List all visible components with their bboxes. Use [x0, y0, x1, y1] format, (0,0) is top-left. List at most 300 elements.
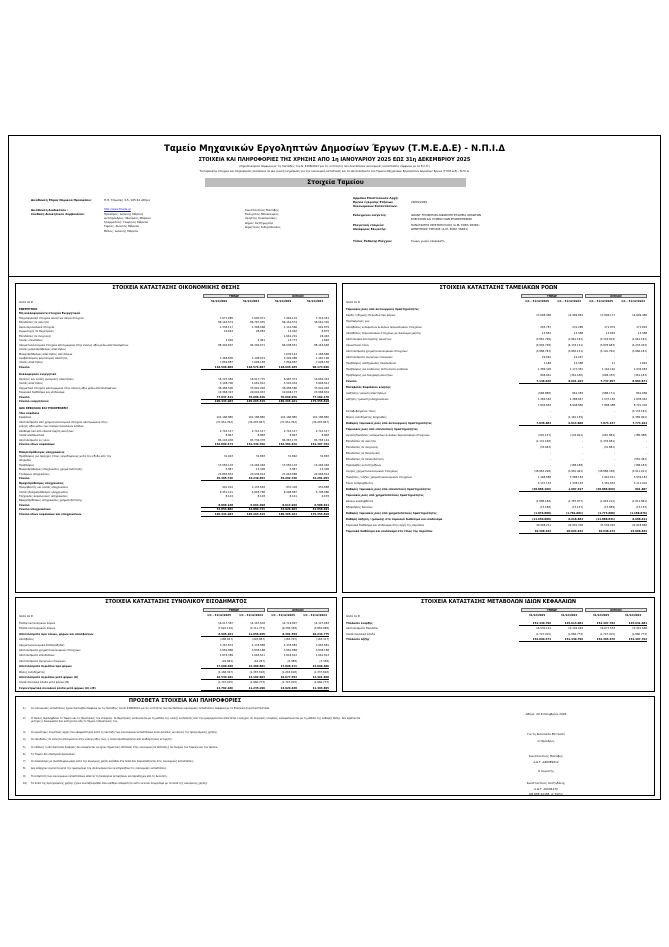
row-value: (38.888.338): [598, 470, 615, 473]
table-row: [346, 506, 649, 510]
row-label: Επενδύσεις σε συγγενείς: [346, 446, 379, 449]
row-value: 86.103.938: [218, 438, 233, 442]
board-member: Γραμματέας: Γεώργιος Μάρκου: [104, 220, 149, 225]
column-header: 1/1 - 31/12/2025: [589, 300, 613, 303]
table-row: [346, 374, 649, 378]
table-row: [346, 368, 649, 372]
row-value: (1.188.876): [615, 512, 647, 516]
row-value: 11: [611, 362, 615, 365]
row-value: -: [582, 440, 583, 443]
row-value: 33.991.928: [314, 386, 329, 390]
row-value: 118.596.869: [201, 366, 233, 370]
row-value: 13.583.103: [282, 463, 297, 467]
row-value: 7.888.488: [601, 404, 615, 407]
row-label: Αποτελέσματα επενδύσεων: [19, 654, 55, 658]
table-row: [346, 633, 649, 637]
row-value: 3.881.888: [219, 649, 233, 652]
table-row: [346, 314, 649, 318]
row-value: 20.694.933: [250, 391, 265, 395]
row-value: 8.161: [289, 495, 297, 498]
note-text: Οι επενδύσεις σε ακίνητα αποτιμώνται στην εύλογη αξία τους, η οποία προσδιορίζεται από ανεξάρτητους εκτιμητές.: [31, 738, 173, 742]
row-value: 991.879: [318, 325, 329, 329]
row-value: 86.767.935: [250, 321, 265, 325]
row-value: (6.338.338): [281, 627, 297, 631]
row-value: -: [232, 499, 233, 503]
row-value: 13.102.063: [233, 676, 265, 680]
row-value: 20.936.814: [250, 472, 265, 476]
row-value: (661.881): [602, 434, 615, 437]
note-number: 6): [23, 752, 26, 756]
row-value: 43.853.882: [201, 508, 233, 512]
column-group-header: ΤΜΕΔΕ: [203, 608, 265, 612]
row-value: (1.661.181): [631, 338, 647, 341]
row-value: -: [550, 452, 551, 455]
row-value: (1.888.188): [535, 500, 551, 503]
row-value: (1.781.881): [551, 512, 583, 516]
row-label: Αγορές χρηματοοικονομικών στοιχείων: [346, 470, 398, 473]
row-label: Ταμειακά διαθέσιμα και ισοδύναμα στην αρχή της περιόδου: [346, 524, 425, 527]
row-value: 14.167.818: [250, 622, 265, 625]
row-value: (1.787.877): [567, 500, 583, 503]
row-value: 14.929.638: [265, 687, 297, 691]
row-value: 23.968.834: [314, 391, 329, 395]
row-value: 8.987.373: [283, 377, 297, 381]
row-value: -: [614, 416, 615, 419]
row-value: 1.668: [321, 339, 329, 343]
note-number: 7): [23, 760, 26, 764]
document-subtitle: ΣΤΟΙΧΕΙΑ ΚΑΙ ΠΛΗΡΟΦΟΡΙΕΣ ΤΗΣ ΧΡΗΣΗΣ ΑΠΟ 1η ΙΑΝΟΥΑΡΙΟΥ 2025 ΕΩΣ 31η ΔΕΚΕΜΒΡΙΟΥ 2025: [198, 157, 471, 163]
table-row: [19, 671, 331, 675]
row-value: 171.879: [604, 326, 615, 329]
row-value: (183.767): [284, 638, 297, 642]
row-value: 8.614.926: [265, 504, 297, 508]
row-label: Λοιπές απαιτήσεις: [19, 382, 44, 386]
row-value: 1.181.198: [315, 356, 329, 360]
row-value: (3.883.088): [313, 627, 329, 631]
row-value: (37.951.762): [216, 420, 233, 424]
row-value: -: [550, 464, 551, 467]
row-value: 151.440.796: [233, 443, 265, 447]
row-value: 8.883.871: [615, 380, 647, 384]
row-value: (1.747.915): [535, 632, 551, 636]
row-label: εύλογη αξία μέσω των λοιπών συνολικών εσόδων: [19, 425, 84, 429]
table-row: [346, 416, 649, 420]
table-row: [19, 400, 331, 404]
row-value: (38.863.298): [534, 470, 551, 473]
row-value: (3.118.819): [599, 338, 615, 341]
info-value: ΕΛΕΓΚΤΩΝ ΚΑΙ ΣΥΜΒΟΥΛΩΝ ΕΠΙΧΕΙΡΗΣΕΩΝ: [411, 216, 472, 221]
row-value: 35.485.746: [201, 477, 233, 481]
note-item: [23, 775, 363, 778]
row-value: 19.368.323: [218, 391, 233, 395]
row-value: -: [614, 458, 615, 461]
table-row: [346, 627, 649, 631]
row-value: 831.328: [286, 486, 297, 490]
row-value: 1.188.888: [537, 476, 551, 479]
table-row: [19, 665, 331, 669]
row-value: 14.902: [287, 330, 297, 334]
row-label: Σύνολο: [346, 380, 357, 383]
table-row: [346, 458, 649, 462]
row-value: (11.888.831): [583, 518, 615, 522]
row-value: (33.683): [539, 446, 551, 449]
row-label: Χρηματικά στοιχεία αποτιμώμενα στην εύλογη αξία μέσω αποτελεσμάτων: [19, 386, 117, 390]
row-value: (688.171): [602, 392, 615, 395]
row-value: 5.798.086: [315, 490, 329, 494]
row-value: (786.388): [634, 434, 647, 437]
row-value: 16.843: [223, 330, 233, 334]
table-row: [346, 422, 649, 426]
website-link[interactable]: http://www.tmede.gr: [104, 208, 131, 211]
info-label: Ελεγκτική εταιρεία:: [353, 223, 384, 227]
row-value: 4.178.888: [251, 643, 265, 647]
table-row: [346, 344, 649, 348]
row-value: (3.878.683): [599, 344, 615, 347]
row-label: Κυκλοφορούν ενεργητικό: [19, 373, 57, 377]
row-value: 22.991.328: [568, 524, 583, 527]
unit-label: ποσά σε €: [346, 614, 360, 618]
board-member: Χρήστος Κουκουλάκης: [245, 216, 277, 221]
row-value: -: [264, 499, 265, 503]
row-value: 1.961.811: [601, 476, 615, 479]
row-value: 16.530.101: [201, 676, 233, 680]
row-value: 171.829: [636, 326, 647, 329]
row-label: Ίδια κεφάλαια: [19, 411, 40, 415]
row-value: 1.384.563: [537, 398, 551, 401]
column-group-header: ΤΜΕΔΕ: [521, 608, 583, 612]
row-value: 151.497.762: [297, 443, 329, 447]
column-header: 31/12/2025: [210, 300, 228, 303]
row-value: (361.180): [570, 374, 583, 377]
row-value: 19.368.323: [519, 530, 551, 534]
row-value: 32.883: [255, 454, 265, 458]
purpose-note: Τα παρακάτω στοιχεία και πληροφορίες σκοπεύουν σε μια γενική ενημέρωση για την οικονομική κατάσταση και τα αποτελέσματα του Ταμείου Μηχανικών Εργοληπτών Δημοσίων Έργων (Τ.Μ.Ε.Δ.Ε) - Ν.Π.Ι.Δ.: [199, 170, 470, 173]
row-value: (3.865.151): [567, 350, 583, 353]
row-label: Αποτελέσματα προ τόκων, φόρων και αποσβέσεων: [19, 632, 94, 636]
row-value: 14.699.486: [297, 665, 329, 669]
row-value: 34.281.053: [297, 477, 329, 481]
row-label: Αποτελέσματα συγγενών εταιρειών: [19, 659, 66, 663]
row-value: 13.308: [319, 468, 329, 472]
row-value: (293.887): [252, 638, 265, 642]
note-text: Τα ποσά της προηγούμενης χρήσης έχουν αναταξινομηθεί όπου κρίθηκε απαραίτητο ώστε να είναι συγκρίσιμα με τα ποσά της κλειόμενης χρήσης.: [31, 782, 209, 785]
info-value: ΔΗΜΗΤΡΙΟΣ ΤΣΕΛΙΟΣ (Α.Μ. ΣΟΕΛ 36481): [411, 227, 469, 232]
row-value: -: [550, 410, 551, 413]
table-row: [346, 350, 649, 354]
row-value: 1.162.162: [601, 368, 615, 371]
row-label: Προβλέψεις για κινδύνους πιστωτικού κινδύνου: [346, 368, 409, 371]
row-value: -: [328, 499, 329, 503]
row-value: (1.818.212): [599, 500, 615, 503]
row-value: (38.888.189): [519, 488, 551, 492]
row-value: (29.861): [221, 659, 233, 663]
row-label: Χρηματοοικονομικά έσοδα/(έξοδα): [19, 643, 65, 647]
row-label: Έσοδα λειτουργικών πόρων: [19, 622, 56, 625]
row-value: (36.203.847): [312, 420, 329, 424]
board-member: Κωνσταντίνος Μακάβης: [245, 208, 279, 212]
row-value: (11.630.888): [519, 518, 551, 522]
row-value: (1.866.773): [249, 681, 265, 685]
row-label: Πληροφοριακά στοιχεία ακινήτων πάγια στοιχεία: [19, 316, 84, 320]
table-row: [19, 649, 331, 653]
row-value: 3.545.934: [283, 382, 297, 386]
row-value: (188.183): [634, 464, 647, 467]
row-value: -: [646, 446, 647, 449]
table-row: [346, 386, 649, 390]
table-row: [346, 392, 649, 396]
row-label: Καταβεβλημένοι τόκοι: [346, 410, 376, 413]
divider: [9, 276, 660, 277]
note-item: [23, 707, 363, 713]
row-value: 1.338.117: [219, 325, 233, 329]
row-value: (6.388): [287, 659, 297, 663]
row-value: 2.791.517: [219, 429, 233, 433]
row-value: -: [582, 458, 583, 461]
license-accountant: ΑΜ ΟΕΕ 22185, Α' Τάξης: [528, 792, 564, 796]
row-label: Παραλαβές αντιστηρίξεων: [346, 464, 382, 467]
unit-label: ποσά σε €: [19, 300, 33, 304]
row-label: Ταμειακά διαθέσιμα και ισοδύναμα στο τέλος της περιόδου: [346, 530, 433, 533]
info-value: Π.Π. Τσιμισκή 3-5, 105 61 Αθήνα: [104, 198, 150, 202]
row-value: 3.399.088: [283, 356, 297, 360]
row-label: Εξοφλήσεις δανείων: [346, 506, 373, 509]
row-value: (1.168.367): [217, 670, 233, 674]
row-value: 3.887: [289, 468, 297, 472]
row-value: 3.388.183: [569, 476, 583, 479]
row-value: 7.869.887: [219, 361, 233, 365]
row-value: 118.695.185: [265, 366, 297, 370]
row-value: 16.707.984: [218, 377, 233, 381]
column-header: 1/1 - 31/12/2024: [303, 614, 327, 617]
table-row: [346, 622, 649, 626]
row-value: 175.355.818: [297, 400, 329, 404]
row-label: Αποτελέσματα συγγενών εταιρειών: [346, 356, 393, 359]
table-row: [346, 434, 649, 438]
row-value: 16.267: [573, 356, 583, 359]
row-value: 1.198.914: [251, 356, 265, 360]
row-value: 8.791.318: [633, 404, 647, 407]
row-value: 145.613.081: [551, 622, 583, 626]
table-row: [346, 530, 649, 534]
column-group-header: ΤΜΕΔΕ: [203, 294, 265, 298]
table-row: [346, 404, 649, 408]
name-president: Κωνσταντίνος Μακάβης: [529, 754, 563, 758]
row-value: 1.386.328: [537, 368, 551, 371]
row-label: Μεταβολές Κεφαλαίου κίνησης: [346, 386, 391, 389]
row-label: Μακροπρόθεσμες υποχρεώσεις: [19, 450, 65, 454]
row-value: 11.235.290: [233, 687, 265, 691]
row-value: (1.333.681): [599, 440, 615, 443]
row-value: -: [646, 452, 647, 455]
table-row: [346, 446, 649, 450]
note-text: Οι οικονομικές καταστάσεις έχουν συνταχθεί σύμφωνα με τις διατάξεις του Ν. 4308/2014 για τις οντότητες που συντάσσουν οικονομικές καταστάσεις σύμφωνα με τα Ελληνικά Λογιστικά Πρότυπα.: [31, 707, 270, 710]
row-value: (1.866.773): [631, 632, 647, 636]
table-row: [19, 622, 331, 626]
row-value: (38.888.869): [583, 488, 615, 492]
row-label: Συγκεντρωτικά συνολικά έσοδα μετά φόρων (A)+(B): [19, 686, 96, 690]
column-group-header: ΤΜΕΔΕ: [521, 294, 583, 298]
note-text: Οι επίδικες ή υπό διαιτησία διαφορές δεν αναμένεται να έχουν σημαντική επίπτωση στην οικονομική κατάσταση ή λειτουργία του Ταμείου και του Ομίλου.: [31, 745, 218, 749]
info-value: GRANT THORNTON ΑΝΩΝΥΜΗ ΕΤΑΙΡΕΙΑ ΟΡΚΩΤΩΝ: [411, 212, 481, 217]
row-label: Καθαρές ταμειακές ροές από λειτουργικές δραστηριότητες: [346, 422, 432, 425]
cash-flow-title: ΣΤΟΙΧΕΙΑ ΚΑΤΑΣΤΑΣΗΣ ΤΑΜΕΙΑΚΩΝ ΡΟΩΝ: [439, 285, 558, 291]
table-row: [346, 464, 649, 468]
row-label: Προβλέψεις: [19, 463, 35, 467]
row-label: Μη κυκλοφορούντα στοιχεία Ενεργητικού: [19, 312, 81, 316]
row-value: 8.868: [321, 434, 329, 438]
row-label: Αποθεματικό από επανεκτίμηση ακινήτων: [19, 429, 74, 433]
note-number: 5): [23, 745, 26, 749]
row-value: (608.333): [602, 374, 615, 377]
info-label: Αρμόδια Εποπτεύουσα Αρχή:: [353, 196, 399, 200]
table-row: [346, 452, 649, 456]
board-member: Μέλος: Ιωάννης Μάρκου: [104, 228, 139, 233]
row-value: 6.678: [321, 495, 329, 498]
row-label: Φόρος εισοδήματος πληρωθείς: [346, 416, 387, 419]
row-label: Καθαρές ταμειακές ροές από χρηματοδοτικές δραστηριότητες: [346, 512, 437, 515]
row-value: 19.648.173: [583, 530, 615, 534]
row-value: 13.881: [541, 332, 551, 335]
row-label: Λοιπά αποθεματικά: [19, 434, 45, 438]
row-value: 151.497.762: [583, 622, 615, 626]
row-value: 808.661: [540, 374, 551, 377]
row-label: Σύνολο: [19, 365, 30, 369]
row-value: (1.181.139): [567, 416, 583, 419]
table-row: [19, 627, 331, 631]
unit-label: ποσά σε €: [19, 614, 33, 618]
row-value: 13.102.063: [568, 627, 583, 631]
row-value: 6.588.641: [297, 504, 329, 508]
row-label: (Αύξηση) / μείωση απαιτήσεων: [346, 392, 387, 395]
row-value: (3.911.611): [631, 470, 647, 473]
row-value: 2.791.517: [283, 429, 297, 433]
row-value: 6.351.121: [219, 490, 233, 494]
row-value: 8.868.138: [201, 504, 233, 508]
table-row: [346, 638, 649, 642]
table-row: [346, 362, 649, 366]
row-label: Συμμετοχές σε θυγατρικές: [19, 330, 54, 334]
row-value: 3.137.133: [537, 482, 551, 485]
row-label: Λοιπές βραχυπρόθεσμες υποχρεώσεις: [19, 490, 69, 494]
place-date: Αθήνα, 29 Σεπτεμβρίου 2026: [525, 712, 567, 716]
row-label: Αποσβέσεις περιουσιακών στοιχείων με δικαίωμα χρήσης: [346, 332, 421, 335]
row-value: 151.440.796: [519, 622, 551, 626]
row-value: 14.388: [573, 362, 583, 365]
income-statement-title: ΣΤΟΙΧΕΙΑ ΚΑΤΑΣΤΑΣΗΣ ΣΥΝΟΛΙΚΟΥ ΕΙΣΟΔΗΜΑΤΟΣ: [105, 599, 247, 605]
note-text: Δεν υπάρχουν γεγονότα μετά την ημερομηνία του ισολογισμού που να επηρεάζουν τις οικονομικές καταστάσεις.: [31, 767, 167, 771]
table-row: [19, 443, 331, 447]
row-label: Έσοδα λειτουργικών πόρων: [19, 627, 56, 631]
info-label: Διεύθυνση Έδρας Νομικού Προσώπου:: [31, 198, 92, 202]
row-label: Προσαρμογές για:: [346, 320, 370, 323]
row-label: Χρεωστικοί τόκοι: [346, 344, 370, 347]
row-value: (1.866.773): [313, 681, 329, 685]
row-label: Αποτελέσματα από χρηματοοικονομικά στοιχεία αποτιμώμενα στην: [19, 420, 108, 424]
row-label: Ταμειακές ροές από επενδυτικές δραστηριότητες: [346, 428, 418, 431]
note-text: Οι κυριότερες λογιστικές αρχές που εφαρμόστηκαν κατά τη σύνταξη των οικονομικών καταστάσεων είναι συνεπείς με εκείνες της προηγούμενης χρήσης.: [31, 730, 218, 734]
row-value: 151.440.796: [551, 638, 583, 642]
row-value: 1.537.183: [601, 398, 615, 401]
row-label: Επενδύσεις σε ακίνητα: [19, 321, 49, 325]
row-value: (581.381): [634, 458, 647, 461]
row-label: Ταμειακές ροές από λειτουργικές δραστηριότητες: [346, 308, 419, 311]
row-value: 34.249.053: [233, 477, 265, 481]
row-value: 11.056.045: [233, 633, 265, 637]
row-value: 3.148.706: [219, 382, 233, 386]
row-value: 76.686.448: [233, 396, 265, 400]
row-value: 3.838.188: [251, 649, 265, 652]
note-number: 2): [23, 717, 26, 721]
role-accountant: Ο Λογιστής: [537, 769, 555, 773]
row-label: Αποτελέσματα χρηματοοικονομικών στοιχείων: [19, 649, 81, 652]
row-value: 1.818.812: [283, 654, 297, 658]
table-row: [346, 440, 649, 444]
row-value: (13.131): [571, 506, 583, 509]
row-value: 7.836.883: [537, 404, 551, 407]
note-item: [23, 767, 363, 770]
note-number: 4): [23, 738, 26, 742]
row-label: Προβλέψεις για παροχές στους εργαζόμενους μετά την έξοδο από την: [19, 454, 112, 458]
row-label: Αποτελέσματα Περιόδου: [346, 627, 379, 631]
row-value: 3.226: [225, 339, 233, 343]
row-value: 43.826.663: [265, 508, 297, 512]
row-value: (31.881): [603, 446, 615, 449]
row-value: -: [582, 452, 583, 455]
id-president: Α.Δ.Τ. ΑΖ00E9612: [533, 760, 559, 764]
row-value: 86.161.574: [282, 321, 297, 325]
board-member: Αντιπρόεδρος: Νικόλαος Μάρκου: [104, 216, 151, 220]
row-label: Ταμειακά διαθέσιμα και ισοδύναμα: [19, 391, 65, 395]
table-row: [346, 356, 649, 360]
row-value: 152.090.474: [201, 443, 233, 447]
row-label: Βραχυπρόθεσμες υποχρεώσεις χρηματοδότησης: [19, 499, 83, 503]
row-value: 16.217.387: [218, 622, 233, 625]
row-value: 8.381.559: [265, 633, 297, 637]
row-value: 17.698.468: [201, 665, 233, 669]
row-value: 3.081.812: [251, 382, 265, 386]
row-value: (288.827): [220, 638, 233, 642]
row-value: 118.576.867: [233, 366, 265, 370]
table-row: [346, 332, 649, 336]
row-value: 7.869.887: [283, 361, 297, 365]
row-value: 83.736.378: [250, 438, 265, 442]
row-label: Μακροπρόθεσμες υποχρεώσεις χρηματοδότησης: [19, 468, 83, 472]
row-value: 14.782.186: [201, 687, 233, 691]
row-value: 1.141.566: [283, 325, 297, 329]
row-label: Λοιπά συνολικά έσοδα: [346, 632, 375, 636]
row-label: Προβλέψεις αποζημίωσης προσωπικού: [346, 362, 397, 365]
info-label: Εκλεγμένοι ελεγκτές:: [353, 212, 387, 217]
row-value: 3.961: [257, 339, 265, 343]
row-value: 16.530.101: [536, 627, 551, 631]
notes-title: ΠΡΟΣΘΕΤΑ ΣΤΟΙΧΕΙΑ ΚΑΙ ΠΛΗΡΟΦΟΡΙΕΣ: [128, 698, 242, 704]
row-value: 7.737.957: [583, 380, 615, 384]
info-value: Γνώμη χωρίς επιφύλαξη: [411, 239, 445, 244]
row-value: 1.876.389: [219, 654, 233, 658]
row-value: 1.368.805: [219, 356, 233, 360]
row-label: Πωλήσεις / λήξεις χρηματοοικονομικών στοιχείων: [346, 476, 413, 479]
table-row: [346, 320, 649, 324]
row-value: 13.488: [573, 332, 583, 335]
row-value: 2.741.517: [251, 429, 265, 433]
row-value: 1.177.381: [569, 368, 583, 371]
table-row: [346, 500, 649, 504]
row-label: Επενδύσεις σε συγγενείς: [19, 334, 52, 338]
note-number: 8): [23, 767, 26, 771]
note-number: 1): [23, 707, 26, 710]
row-value: 1.338.193: [569, 482, 583, 485]
row-value: 152.384.676: [583, 638, 615, 642]
